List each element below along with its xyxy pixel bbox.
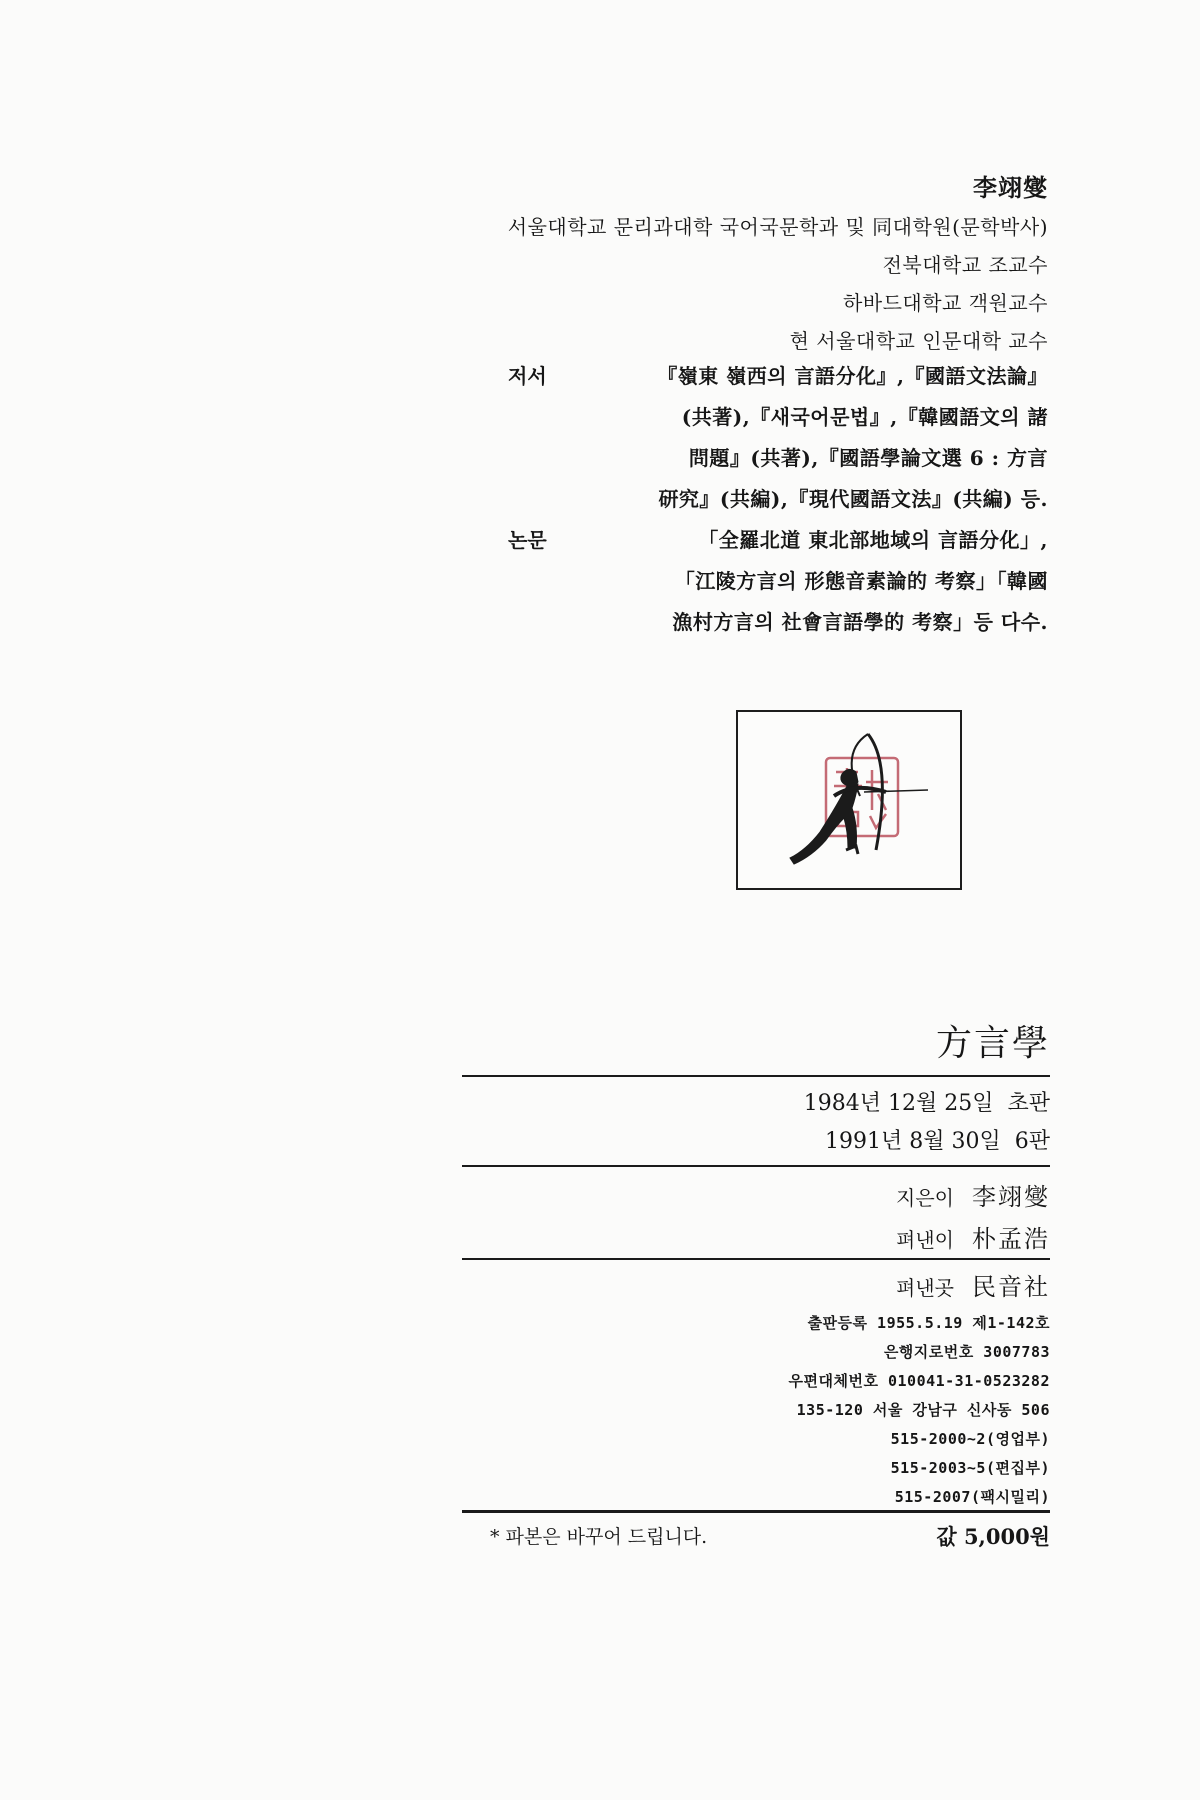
publisher-info — [789, 1267, 1051, 1512]
author-info — [328, 168, 1048, 360]
edition-history — [790, 1085, 1050, 1161]
works-line: 研究』(共編),『現代國語文法』(共編) 등. — [658, 487, 1048, 511]
divider — [462, 1258, 1050, 1260]
author-bio-line: 전북대학교 조교수 — [882, 253, 1048, 277]
edition-row — [790, 1085, 1050, 1123]
credits — [896, 1177, 1050, 1261]
author-name: 李翊燮 — [973, 173, 1048, 202]
author-bio-line: 하바드대학교 객원교수 — [842, 291, 1048, 315]
author-label: 지은이 — [896, 1186, 954, 1210]
divider — [462, 1510, 1050, 1513]
publisher-detail: 515-2000~2(영업부) — [890, 1430, 1050, 1448]
papers-line: 漁村方言의 社會言語學的 考察」등 다수. — [672, 610, 1048, 634]
publisher-detail: 515-2007(팩시밀리) — [894, 1488, 1050, 1506]
edition-label: 초판 — [1007, 1091, 1050, 1116]
publisher-detail: 우편대체번호 010041-31-0523282 — [788, 1372, 1050, 1390]
publisher-person-value: 朴孟浩 — [972, 1225, 1050, 1253]
works-label: 저서 — [508, 364, 547, 388]
publisher-detail: 은행지로번호 3007783 — [883, 1343, 1050, 1361]
publisher-person-label: 펴낸이 — [896, 1228, 954, 1252]
author-bio-line: 서울대학교 문리과대학 국어국문학과 및 同대학원(문학박사) — [507, 215, 1048, 239]
papers-line: 「江陵方言의 形態音素論的 考察」「韓國 — [674, 569, 1048, 593]
works-line: 問題』(共著),『國語學論文選 6 : 方言 — [688, 446, 1048, 470]
publisher-label: 펴낸곳 — [896, 1276, 954, 1300]
defect-notice: * 파본은 바꾸어 드립니다. — [490, 1526, 708, 1548]
price: 값 5,000원 — [936, 1524, 1050, 1549]
author-value: 李翊燮 — [972, 1183, 1050, 1211]
author-publications — [508, 356, 1048, 643]
author-bio-line: 현 서울대학교 인문대학 교수 — [789, 329, 1048, 353]
book-title: 方言學 — [935, 1023, 1050, 1064]
archer-seal-icon — [738, 712, 960, 888]
archer-seal-stamp — [736, 710, 962, 890]
papers-line: 「全羅北道 東北部地域의 言語分化」, — [698, 528, 1048, 552]
works-line: 『嶺東 嶺西의 言語分化』,『國語文法論』 — [657, 364, 1048, 388]
edition-label: 6판 — [1014, 1129, 1050, 1154]
edition-date: 1991년 8월 30일 — [825, 1129, 1001, 1154]
colophon-footer — [490, 1517, 1050, 1557]
divider — [462, 1165, 1050, 1167]
publisher-name: 民音社 — [972, 1273, 1050, 1301]
publisher-detail: 515-2003~5(편집부) — [890, 1459, 1050, 1477]
divider — [462, 1075, 1050, 1077]
publisher-detail: 출판등록 1955.5.19 제1-142호 — [807, 1314, 1050, 1332]
papers-label: 논문 — [508, 528, 547, 552]
publisher-detail: 135-120 서울 강남구 신사동 506 — [796, 1401, 1050, 1419]
edition-row — [790, 1123, 1050, 1161]
works-line: (共著),『새국어문법』,『韓國語文의 諸 — [681, 405, 1048, 429]
edition-date: 1984년 12월 25일 — [803, 1091, 994, 1116]
